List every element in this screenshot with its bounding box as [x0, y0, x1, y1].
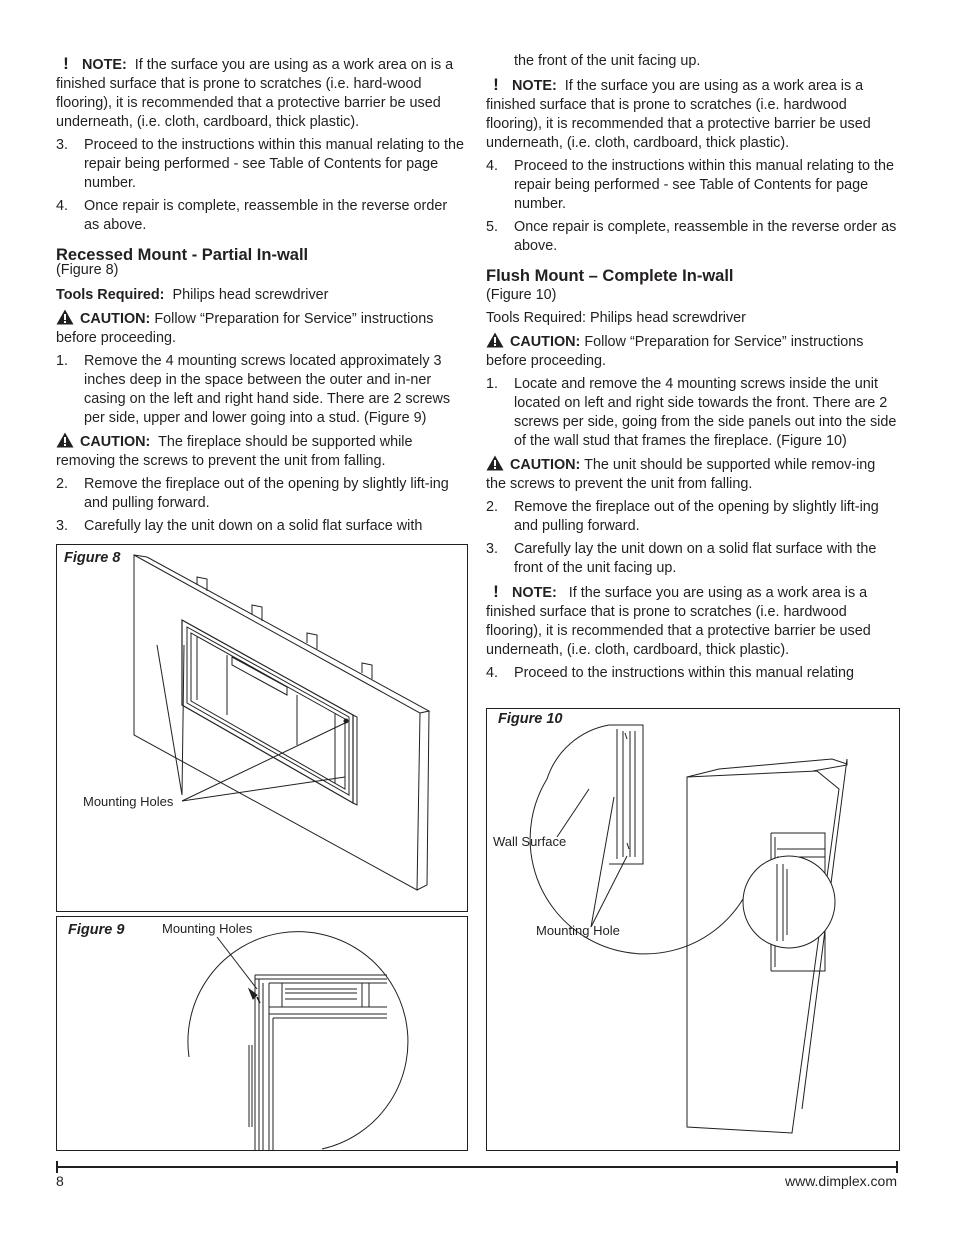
figure-9	[56, 916, 468, 1151]
caution-paragraph: CAUTION: Follow “Preparation for Service” instructions before proceeding.	[486, 334, 864, 369]
caution-paragraph: CAUTION: The fireplace should be supported while removing the screws to prevent the unit from falling.	[56, 434, 413, 469]
list-item: 3. Carefully lay the unit down on a solid flat surface with	[56, 518, 423, 534]
exclamation-icon: !	[493, 582, 499, 601]
list-item: 4. Proceed to the instructions within this manual relating	[486, 665, 854, 681]
figure-8-title: Figure 8	[64, 550, 121, 566]
page-number: 8	[56, 1173, 64, 1189]
note-paragraph: ! NOTE: If the surface you are using as a work area is a finished surface that is prone to scratches (i.e. hardwood flooring), it is recommended that a protective barrier be used underneath, (i.e. cloth, cardboard, thick plastic).	[486, 75, 871, 151]
exclamation-icon: !	[493, 75, 499, 94]
note-label: NOTE:	[82, 57, 127, 73]
figure-8	[56, 544, 468, 912]
website-link[interactable]: www.dimplex.com	[784, 1173, 897, 1189]
note-paragraph	[56, 54, 466, 132]
figure-9-title: Figure 9	[68, 922, 125, 938]
figure-reference: (Figure 10)	[486, 287, 557, 303]
figure-reference: (Figure 8)	[56, 262, 119, 278]
list-item: 1. Locate and remove the 4 mounting screws inside the unit located on left and right side towards the front. There are 2 screws per side, going from the side panels out into the side of the wall stud that frames the fireplace. (Figure 10)	[486, 376, 897, 449]
list-item: 3. Carefully lay the unit down on a solid flat surface with the front of the unit facing up.	[486, 541, 877, 576]
list-item-continued: the front of the unit facing up.	[514, 53, 701, 69]
list-item: 1. Remove the 4 mounting screws located approximately 3 inches deep in the space between the outer and in-ner casing on the left and right hand side. There are 2 screws per side, upper and lower going into a stud. (Figure 9)	[56, 353, 451, 426]
footer-divider	[56, 1166, 898, 1168]
list-item: 4. Proceed to the instructions within this manual relating to the repair being performed - see Table of Contents for page number.	[486, 158, 894, 212]
tools-required: Tools Required: Philips head screwdriver	[56, 287, 329, 303]
figure-9-drawing	[57, 917, 467, 1150]
warning-triangle-icon	[486, 455, 504, 471]
figure-8-label: Mounting Holes	[83, 794, 174, 809]
section-heading: Recessed Mount - Partial In-wall	[56, 246, 309, 264]
caution-paragraph: CAUTION: The unit should be supported while remov-ing the screws to prevent the unit from falling.	[486, 457, 876, 492]
figure-9-label: Mounting Holes	[162, 921, 253, 936]
section-heading: Flush Mount – Complete In-wall	[486, 267, 734, 285]
tools-required: Tools Required: Philips head screwdriver	[486, 310, 746, 326]
list-item: 2. Remove the fireplace out of the opening by slightly lift-ing and pulling forward.	[486, 499, 879, 534]
footer-divider-cap	[896, 1161, 898, 1173]
warning-triangle-icon	[486, 332, 504, 348]
exclamation-icon: !	[63, 54, 69, 73]
note-paragraph: ! NOTE: If the surface you are using as a work area is a finished surface that is prone to scratches (i.e. hardwood flooring), it is recommended that a protective barrier be used underneath, (i.e. cloth, cardboard, thick plastic).	[486, 582, 871, 658]
figure-10	[486, 708, 900, 1151]
right-column	[486, 52, 898, 687]
list-item: 2. Remove the fireplace out of the opening by slightly lift-ing and pulling forward.	[56, 476, 449, 511]
figure-8-drawing	[57, 545, 467, 911]
figure-10-label-hole: Mounting Hole	[536, 923, 620, 938]
caution-paragraph: CAUTION: Follow “Preparation for Service” instructions before proceeding.	[56, 311, 434, 346]
list-item: 3. Proceed to the instructions within this manual relating to the repair being performed - see Table of Contents for page number.	[56, 137, 464, 191]
note-text: If the surface you are using as a work area on is a finished surface that is prone to scratches (i.e. hard-wood flooring), it is recommended that a protective barrier be used underneath, (i.e. cloth, cardboard, thick plastic).	[56, 57, 454, 130]
list-item: 4. Once repair is complete, reassemble in the reverse order as above.	[56, 198, 448, 233]
figure-10-label-wall: Wall Surface	[493, 834, 567, 849]
list-item: 5. Once repair is complete, reassemble in the reverse order as above.	[486, 219, 897, 254]
warning-triangle-icon	[56, 432, 74, 448]
left-column	[56, 54, 466, 540]
warning-triangle-icon	[56, 309, 74, 325]
figure-10-title: Figure 10	[498, 711, 563, 727]
